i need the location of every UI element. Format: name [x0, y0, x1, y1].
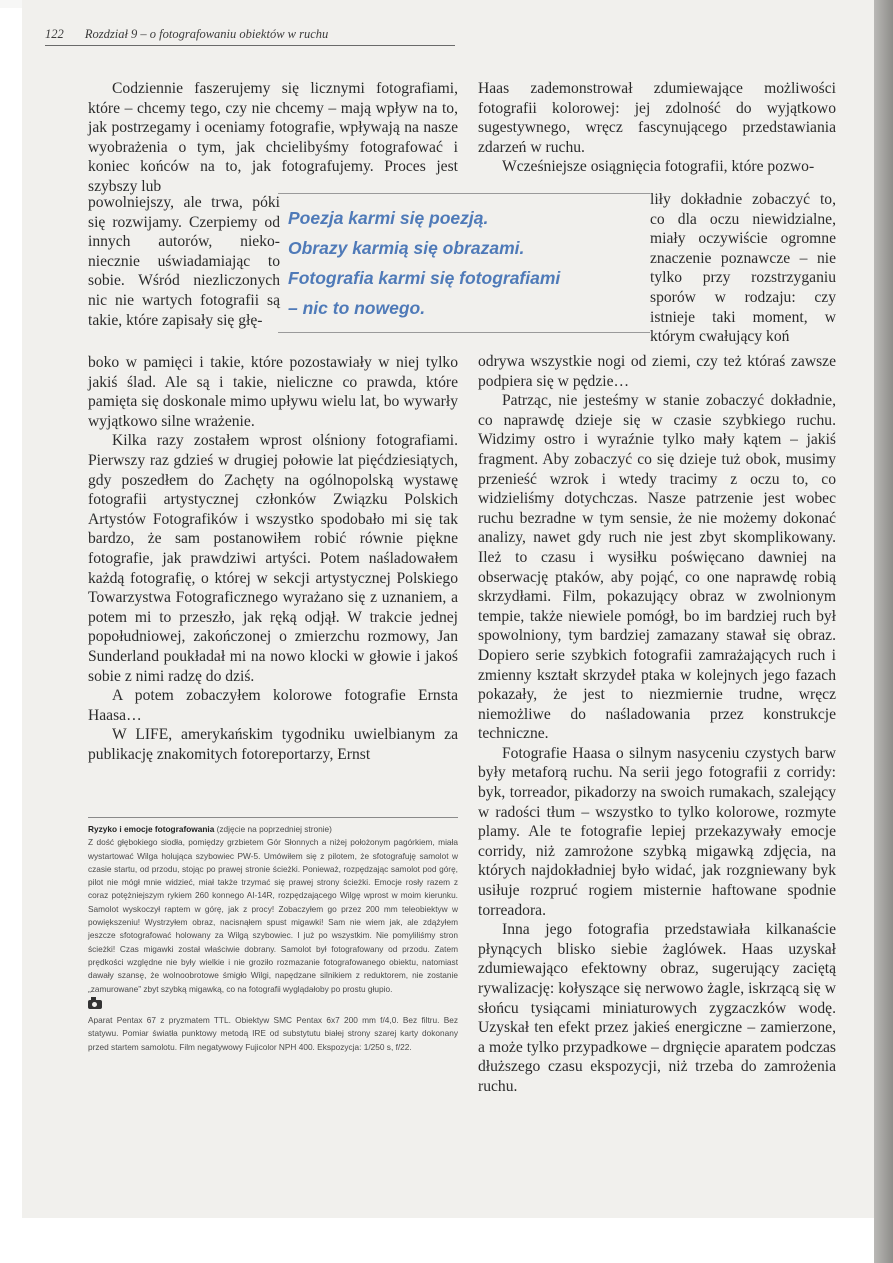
paragraph: W LIFE, amerykańskim tygodniku uwielbianym za publikację znakomitych fotoreportarzy, Ernst [88, 726, 458, 763]
right-column-top [478, 79, 836, 177]
paragraph: Inna jego fotografia przedstawiała kilkanaście płynących blisko siebie żaglówek. Haas uzyskał zdumiewająco efektowny obraz, sugerujący zaciętą rywalizację: kołyszące się nerwowo żagle, iskrzącą się w słońcu tysiącami miniaturowych zygzaczków wodę. Uzyskał ten efekt przez jakieś energiczne – zamierzone, a może tylko przypadkowe – drgnięcie aparatem podczas dłuższego czasu ekspozycji, niż trzeba do zamrożenia ruchu. [478, 921, 836, 1095]
paragraph: A potem zobaczyłem kolorowe fotografie Ernsta Haasa… [88, 687, 458, 724]
paragraph: Codziennie faszerujemy się licznymi fotografiami, które – chcemy tego, czy nie chcemy – mają wpływ na to, jak postrzegamy i oceniamy fotografie, wpływają na nasze wyobrażenia o tym, jak chcielibyśmy fotografować i koniec końców na to, jak fotografujemy. Proces jest szybszy lub [88, 80, 458, 195]
photo-caption [88, 817, 458, 1054]
pull-quote [278, 193, 650, 333]
camera-icon [88, 1000, 102, 1009]
pull-quote-line: Poezja karmi się poezją. [288, 208, 489, 228]
caption-technical-data: Aparat Pentax 67 z pryzmatem TTL. Obiektyw SMC Pentax 6x7 200 mm f/4,0. Bez filtru. Bez statywu. Pomiar światła punktowy metodą IRE od substytutu białej strony szarej karty dokonany przed startem samolotu. Film negatywowy Fujicolor NPH 400. Ekspozycja: 1/250 s, f/22. [88, 1015, 458, 1052]
caption-title: Ryzyko i emocje fotografowania [88, 824, 215, 834]
book-spine-shadow [874, 0, 893, 1263]
page-number: 122 [45, 27, 64, 41]
paragraph: powolniejszy, ale trwa, póki się rozwijamy. Czerpiemy od innych autorów, nieko-niecznie uświadamiając to sobie. Wśród niezliczonych nic nie wartych fotografii są takie, które zapisały się głę- [88, 194, 280, 329]
paragraph: Fotografie Haasa o silnym nasyceniu czystych barw były metaforą ruchu. Na serii jego fotografii z corridy: byk, torreador, pikadorzy na swoich rumakach, szalejący w radości tłum – wszystko to tylko kolorowe, rozmyte plamy. Ale te fotografie lepiej przekazywały emocje corridy, niż zamrożone szybką migawką zdjęcia, na których najdokładniej było widać, jak rozgniewany byk usiłuje rozpruć rogiem misternie haftowane spodnie torreadora. [478, 744, 836, 919]
left-column-body [88, 353, 458, 764]
pull-quote-line: – nic to nowego. [288, 298, 426, 318]
right-column-wrap [650, 190, 836, 347]
left-column-wrap [88, 193, 280, 330]
pull-quote-line: Fotografia karmi się fotografiami [288, 268, 561, 288]
paragraph: Wcześniejsze osiągnięcia fotografii, które pozwo- [502, 158, 815, 176]
running-header [45, 27, 455, 46]
pull-quote-line: Obrazy karmią się obrazami. [288, 238, 525, 258]
left-column-top [88, 79, 458, 197]
caption-body: Z dość głębokiego siodła, pomiędzy grzbietem Gór Słonnych a niżej położonym pagórkiem, miała wystartować Wilga holująca szybowiec PW-5. Umówiłem się z pilotem, że sfotografuję samolot w czasie startu, od przodu, stojąc po prawej stronie ścieżki. Ponieważ, rozpędzając samolot pod górę, pilot nie mógł mnie widzieć, miał także trzymać się prawej strony ścieżki. Emocje rosły razem z coraz potężniejszym rykiem 260 konnego AI-14R, rozpędzającego Wilgę wprost w moim kierunku. Samolot wyskoczył raptem w górę, jak z procy! Zobaczyłem go przez 200 mm teleobiektyw w powiększeniu! Wystrzyłem obraz, nacisnąłem spust migawki! Sam nie wiem jak, ale zdążyłem jeszcze sfotografować holowany za Wilgą szybowiec. I już po wszystkim. Nie pomyliliśmy stron ścieżki! Czas migawki został właściwie dobrany. Samolot był fotografowany od przodu. Zatem prędkości względne nie były wielkie i nie groziło rozmazanie fotografowanego obiektu, natomiast dawały szansę, że wolnoobrotowe śmigło Wilgi, napędzane silnikiem z reduktorem, nie zostanie „zamurowane” zbyt szybką migawką, co na fotografii wyglądałoby po prostu głupio. [88, 837, 458, 994]
right-column-body [478, 352, 836, 1097]
chapter-title: Rozdział 9 – o fotografowaniu obiektów w ruchu [84, 27, 329, 41]
paragraph: odrywa wszystkie nogi od ziemi, czy też któraś zawsze podpiera się w pędzie… [478, 353, 836, 390]
caption-title-note: (zdjęcie na poprzedniej stronie) [216, 824, 332, 834]
paragraph: Kilka razy zostałem wprost olśniony fotografiami. Pierwszy raz gdzieś w drugiej połowie lat pięćdziesiątych, gdy poszedłem do Zachęty na ogólnopolską wystawę fotografii artystycznej członków Związku Polskich Artystów Fotografików i wszystko spodobało mi się tak bardzo, że sam postanowiłem robić równie piękne fotografie, jak prawdziwi artyści. Potem naśladowałem każdą fotografię, o której w sekcji artystycznej Polskiego Towarzystwa Fotograficznego wyrażano się z uznaniem, a potem mi to przeszło, jak ręką odjął. W trakcie jednej popołudniowej, zakończonej o zmierzchu rozmowy, Jan Sunderland poukładał mi na nowo klocki w głowie i jakoś sobie z nimi radzę do dziś. [88, 432, 458, 685]
paragraph: boko w pamięci i takie, które pozostawiały w niej tylko jakiś ślad. Ale są i takie, nieliczne co prawda, które pamięta się doskonale mimo upływu wielu lat, bo wywarły wyjątkowo silne wrażenie. [88, 354, 458, 430]
paragraph: Haas zademonstrował zdumiewające możliwości fotografii kolorowej: jej zdolność do wyjątkowo sugestywnego, wręcz fascynującego przedstawiania zdarzeń w ruchu. [478, 80, 836, 156]
paragraph: liły dokładnie zobaczyć to, co dla oczu niewidzialne, miały oczywiście ogromne znaczenie poznawcze – nie tylko przy rozstrzyganiu sporów w rodzaju: czy istnieje taki moment, w którym cwałujący koń [650, 191, 836, 346]
paragraph: Patrząc, nie jesteśmy w stanie zobaczyć dokładnie, co naprawdę dzieje się w czasie szybkiego ruchu. Widzimy ostro i wyraźnie tylko mały kątem – jakiś fragment. Aby zobaczyć co się dzieje tuż obok, musimy przenieść wzrok i wtedy tracimy z oczu to, co widzieliśmy dotychczas. Nasze patrzenie jest wobec ruchu bezradne w tym sensie, że nie możemy dokonać analizy, nawet gdy ruch nie jest zbyt skomplikowany. Ileż to czasu i wysiłku poświęcano dawniej na obserwację ptaków, aby pojąć, co one naprawdę robią skrzydłami. Film, pokazujący obraz w zwolnionym tempie, także niewiele pomógł, bo im bardziej ruch był spowolniony, tym bardziej zamazany stawał się obraz. Dopiero serie szybkich fotografii zamrażających ruch i zmienny kształt skrzydeł ptaka w kolejnych jego fazach pokazały, że jest to niezmiernie trudne, wręcz niemożliwe do naśladowania przez konstrukcje techniczne. [478, 392, 836, 743]
